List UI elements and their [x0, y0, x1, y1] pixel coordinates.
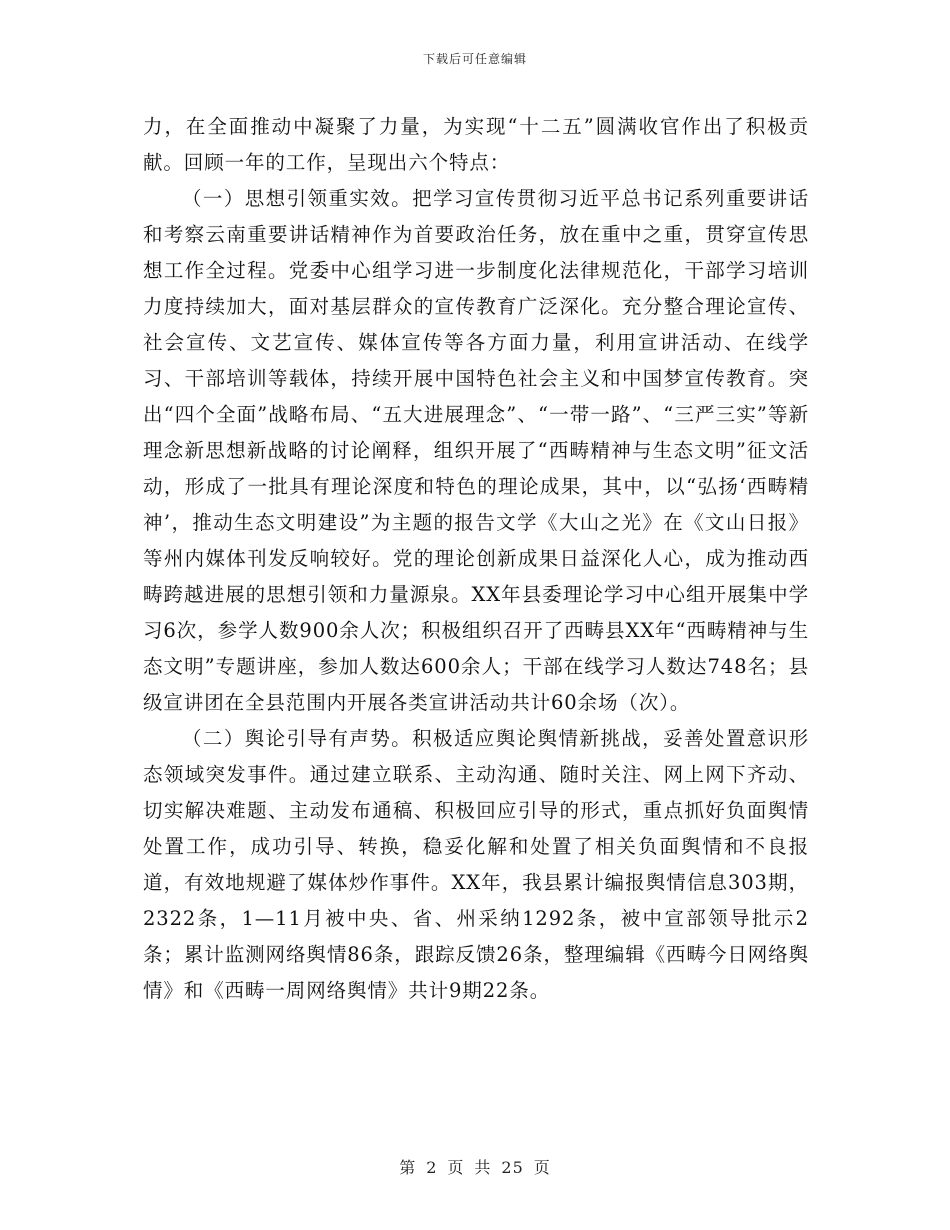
- document-body: [143, 109, 809, 1009]
- total-label: 共: [474, 1158, 492, 1177]
- page-label-suffix: 页: [533, 1158, 551, 1177]
- paragraph-continuation: 力，在全面推动中凝聚了力量，为实现“十二五”圆满收官作出了积极贡献。回顾一年的工作，呈现出六个特点：: [143, 115, 809, 174]
- paragraph-thought-guidance: （一）思想引领重实效。把学习宣传贯彻习近平总书记系列重要讲话和考察云南重要讲话精神作为首要政治任务，放在重中之重，贯穿宣传思想工作全过程。党委中心组学习进一步制度化法律规范化，干部学习培训力度持续加大，面对基层群众的宣传教育广泛深化。充分整合理论宣传、社会宣传、文艺宣传、媒体宣传等各方面力量，利用宣讲活动、在线学习、干部培训等载体，持续开展中国特色社会主义和中国梦宣传教育。突出“四个全面”战略布局、“五大进展理念”、“一带一路”、“三严三实”等新理念新思想新战略的讨论阐释，组织开展了“西畴精神与生态文明”征文活动，形成了一批具有理论深度和特色的理论成果，其中，以“弘扬‘西畴精神’，推动生态文明建设”为主题的报告文学《大山之光》在《文山日报》等州内媒体刊发反响较好。党的理论创新成果日益深化人心，成为推动西畴跨越进展的思想引领和力量源泉。XX年县委理论学习中心组开展集中学习6次，参学人数900余人次；积极组织召开了西畴县XX年“西畴精神与生态文明”专题讲座，参加人数达600余人；干部在线学习人数达748名；县级宣讲团在全县范围内开展各类宣讲活动共计60余场（次）。: [143, 187, 809, 714]
- page-header: 下载后可任意编辑: [422, 52, 527, 66]
- current-page-number: 2: [426, 1158, 438, 1177]
- paragraph-public-opinion: （二）舆论引导有声势。积极适应舆论舆情新挑战，妥善处置意识形态领域突发事件。通过建立联系、主动沟通、随时关注、网上网下齐动、切实解决难题、主动发布通稿、积极回应引导的形式，重点抓好负面舆情处置工作，成功引导、转换，稳妥化解和处置了相关负面舆情和不良报道，有效地规避了媒体炒作事件。XX年，我县累计编报舆情信息303期，2322条，1—11月被中央、省、州采纳1292条，被中宣部领导批示2条；累计监测网络舆情86条，跟踪反馈26条，整理编辑《西畴今日网络舆情》和《西畴一周网络舆情》共计9期22条。: [143, 727, 809, 1002]
- page-footer: [0, 1155, 950, 1178]
- total-pages-number: 25: [501, 1158, 524, 1177]
- page-label-mid: 页: [447, 1158, 465, 1177]
- page-label-prefix: 第: [399, 1158, 417, 1177]
